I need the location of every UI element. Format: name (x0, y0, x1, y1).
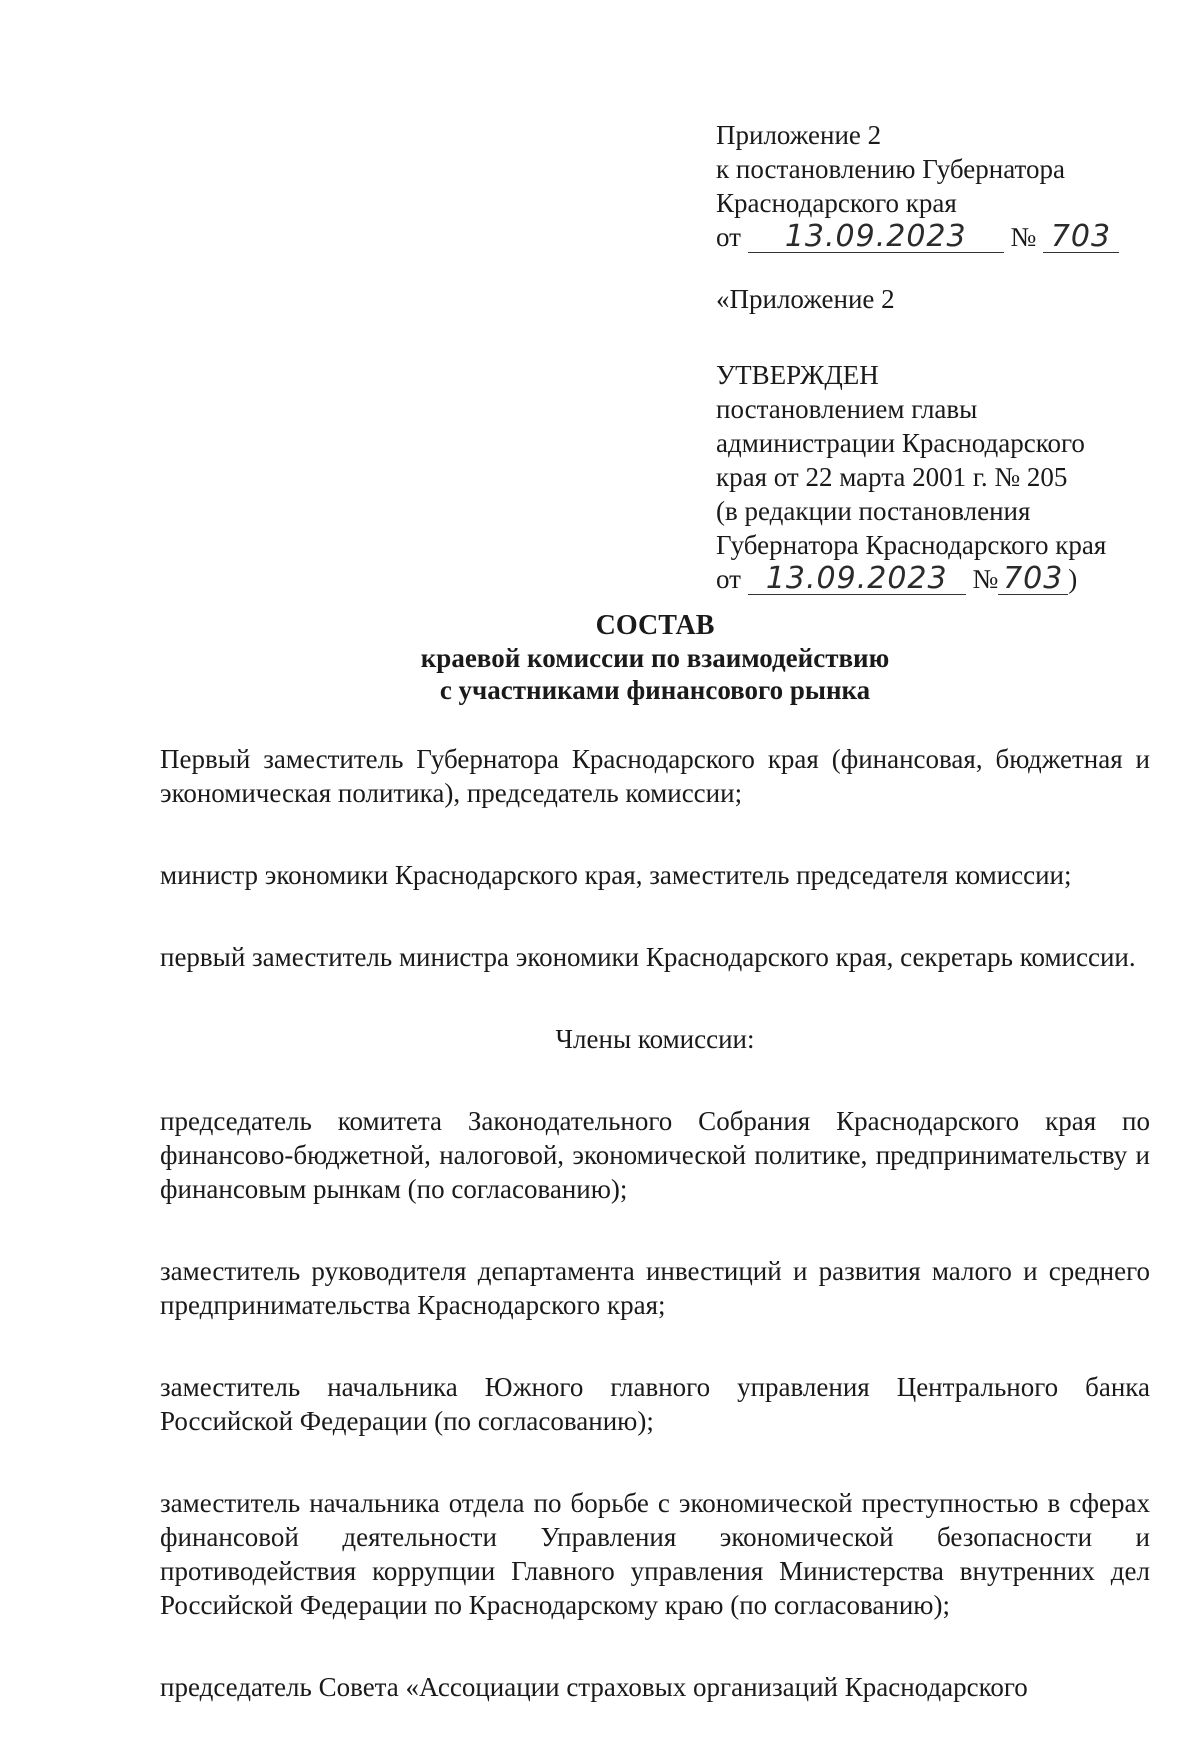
document-body (160, 742, 1150, 1752)
appendix-label: «Приложение 2 (716, 284, 895, 314)
handwritten-number: 703 (1003, 561, 1064, 596)
date-field (748, 561, 966, 596)
number-field (1043, 219, 1119, 254)
leadership-paragraph: Первый заместитель Губернатора Краснодарского края (финансовая, бюджетная и экономическая политика), председатель комиссии; (160, 744, 1150, 808)
member-paragraph: председатель комитета Законодательного Собрания Краснодарского края по финансово-бюджетной, налоговой, экономической политике, предпринимательству и финансовым рынкам (по согласованию); (160, 1106, 1150, 1204)
attachment-line-1: Приложение 2 (716, 120, 882, 150)
member-paragraph: заместитель руководителя департамента инвестиций и развития малого и среднего предпринимательства Краснодарского края; (160, 1256, 1150, 1320)
approval-block (716, 282, 1156, 596)
handwritten-number: 703 (1050, 219, 1112, 254)
document-title (160, 610, 1150, 706)
date-field (748, 219, 1004, 254)
date-prefix: от (716, 222, 741, 252)
number-prefix: № (972, 564, 999, 594)
handwritten-date: 13.09.2023 (765, 561, 948, 596)
member-paragraph: заместитель начальника Южного главного управления Центрального банка Российской Федерации (по согласованию); (160, 1372, 1150, 1436)
title-line-2: краевой комиссии по взаимодействию (420, 643, 890, 673)
attachment-block (716, 118, 1156, 254)
number-prefix: № (1010, 222, 1037, 252)
member-paragraph: председатель Совета «Ассоциации страховых организаций Краснодарского (160, 1672, 1028, 1702)
approved-line-1: постановлением главы (716, 394, 978, 424)
date-prefix: от (716, 564, 741, 594)
attachment-date-line (716, 220, 1156, 254)
approved-line-3: края от 22 марта 2001 г. № 205 (716, 462, 1068, 492)
member-paragraph: заместитель начальника отдела по борьбе с экономической преступностью в сферах финансовой деятельности Управления экономической безопасности и противодействия коррупции Главного управления Министерства внутренних дел Российской Федерации по Краснодарскому краю (по согласованию); (160, 1488, 1150, 1620)
attachment-line-2: к постановлению Губернатора (716, 154, 1065, 184)
approved-line-5: Губернатора Краснодарского края (716, 530, 1107, 560)
closing-paren: ) (1068, 564, 1078, 594)
leadership-paragraph: первый заместитель министра экономики Краснодарского края, секретарь комиссии. (160, 942, 1136, 972)
approved-heading: УТВЕРЖДЕН (716, 360, 879, 390)
approved-date-line (716, 562, 1156, 596)
handwritten-date: 13.09.2023 (784, 219, 967, 254)
title-line-3: с участниками финансового рынка (439, 675, 871, 705)
number-field (998, 561, 1068, 596)
leadership-paragraph: министр экономики Краснодарского края, заместитель председателя комиссии; (160, 860, 1072, 890)
approved-line-2: администрации Краснодарского (716, 428, 1085, 458)
title-main: СОСТАВ (595, 610, 715, 641)
attachment-line-3: Краснодарского края (716, 188, 957, 218)
members-label: Члены комиссии: (555, 1024, 755, 1054)
approved-line-4: (в редакции постановления (716, 496, 1031, 526)
